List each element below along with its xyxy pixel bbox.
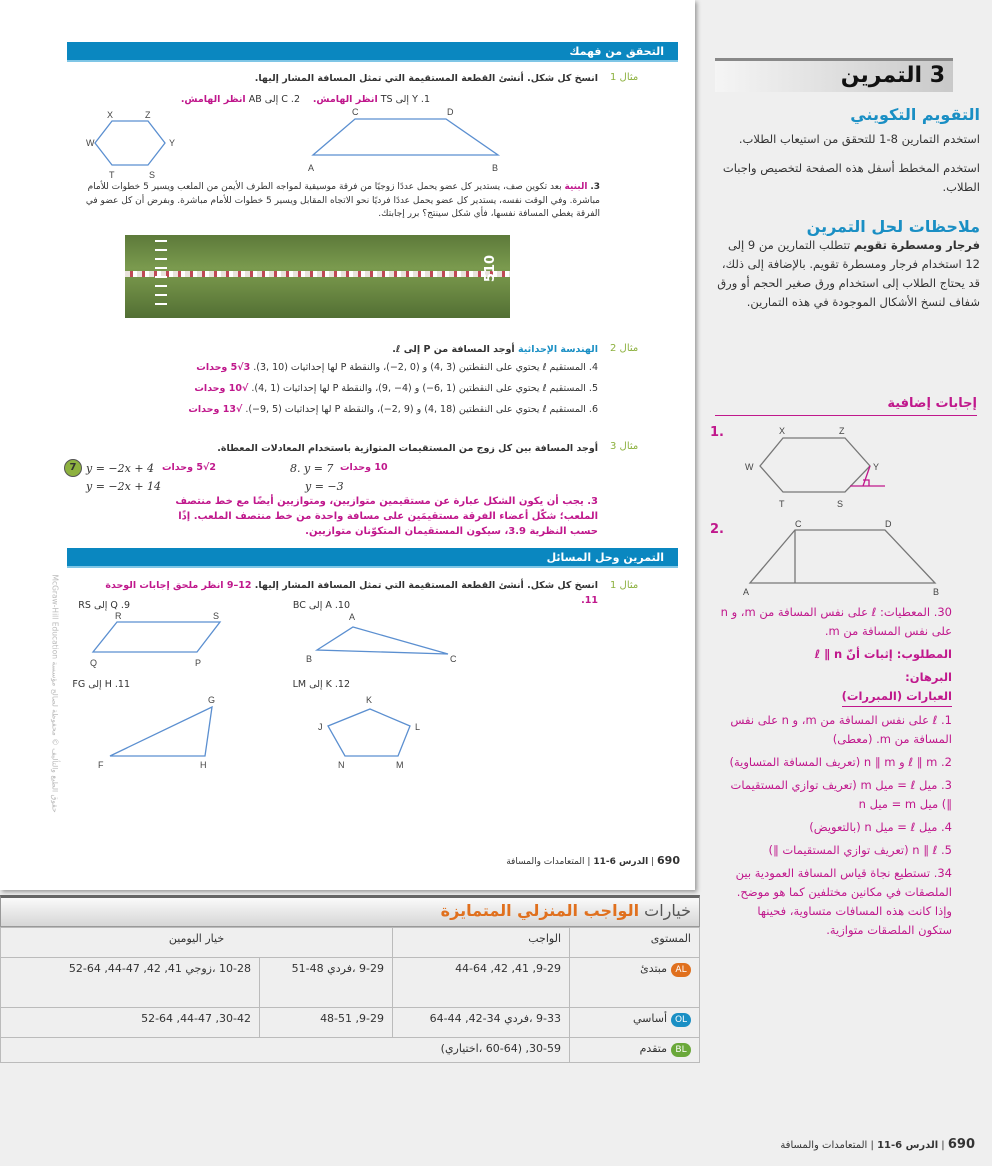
items-4-6 bbox=[110, 360, 598, 423]
item-5: 5. المستقيم ℓ يحتوي على النقطتين (1 ,6−) و (4− ,9)، والنقطة P لها إحداثيات (1 ,4). √10 وحدات bbox=[194, 383, 598, 394]
svg-text:J: J bbox=[318, 722, 323, 732]
homework-title: خيارات الواجب المنزلي المتمايزة bbox=[0, 895, 700, 927]
level-label: مبتدئ bbox=[640, 962, 667, 975]
notes-heading: ملاحظات لحل التمرين bbox=[806, 217, 980, 236]
svg-text:Z: Z bbox=[145, 110, 151, 120]
level-badge: BL bbox=[671, 1043, 691, 1057]
svg-text:L: L bbox=[415, 722, 421, 732]
copyright-notice: McGraw-Hill Education حقوق الطبع والتأليف © محفوظة لصالح مؤسسة bbox=[50, 574, 60, 813]
svg-text:S: S bbox=[149, 170, 156, 180]
svg-text:H: H bbox=[200, 760, 207, 770]
item-3-answer: 3. يجب أن يكون الشكل عبارة عن مستقيمين متوازيين، ومتوازيين أيضًا مع خط منتصف الملعب؛ شكّل أعضاء الفرقة مستقيمَين على مسافة واحدة من خط منتصف الملعب. إذًا حسب النظرية 3.9، سيكون المستقيمان المتكوّنان متوازيين. bbox=[175, 496, 598, 537]
cell: 30-59, (60-64 ،اختياري) bbox=[1, 1038, 570, 1063]
svg-text:Y: Y bbox=[873, 462, 880, 472]
header-homework: الواجب bbox=[393, 928, 570, 958]
level-badge: OL bbox=[671, 1013, 691, 1027]
svg-text:Q: Q bbox=[90, 658, 98, 668]
svg-text:K: K bbox=[366, 695, 373, 705]
item-7-answer: 2√5 وحدات bbox=[162, 462, 216, 473]
svg-text:A: A bbox=[349, 612, 356, 622]
fig-1-number: 1. bbox=[710, 425, 724, 440]
formative-p2: استخدم المخطط أسفل هذه الصفحة لتخصيص واجبات الطلاب. bbox=[722, 161, 980, 194]
proof-step: 3. ميل ℓ = ميل m (تعريف توازي المستقيمات ∥) ميل m = ميل n bbox=[730, 778, 952, 811]
item-2-text: 2. C إلى AB انظر الهامش. bbox=[180, 94, 300, 105]
item-8-eq2: y = −3 bbox=[305, 480, 344, 493]
pentagon-figure-12 bbox=[300, 690, 450, 770]
proof-step: 2. ℓ ∥ m و n ∥ m (تعريف المسافة المتساوية) bbox=[729, 755, 952, 769]
answer-34: 34. تستطيع نجاة قياس المسافة العمودية بين الملصقات في مكانين مختلفين كما هو موضح. وإذا كانت هذه المسافات متساوية، فحينها ستكون الملصقات متوازية. bbox=[735, 866, 952, 937]
svg-text:X: X bbox=[779, 426, 786, 436]
svg-text:M: M bbox=[396, 760, 404, 770]
trapezoid-answer-figure bbox=[735, 518, 950, 598]
svg-text:S: S bbox=[837, 499, 844, 509]
notes-text: فرجار ومسطرة تقويم تتطلب التمارين من 9 إلى 12 استخدام فرجار ومسطرة تقويم. بالإضافة إلى ذلك، قد يحتاج الطلاب إلى استخدام ورق صغير الحجم أو ورق شفاف لنسخ الأشكال الموجودة في هذه التمارين. bbox=[717, 238, 980, 309]
svg-text:A: A bbox=[308, 163, 315, 173]
item-7-eq1: y = −2x + 4 bbox=[86, 462, 155, 475]
svg-text:X: X bbox=[107, 110, 114, 120]
svg-text:D: D bbox=[447, 107, 454, 117]
hexagon-figure-1 bbox=[85, 108, 215, 183]
svg-text:P: P bbox=[195, 658, 202, 668]
proof-step: 5. n ∥ ℓ (تعريف توازي المستقيمات ∥) bbox=[768, 843, 952, 857]
table-row bbox=[1, 1038, 700, 1063]
item-4: 4. المستقيم ℓ يحتوي على النقطتين (3 ,4) و (0 ,2−)، والنقطة P لها إحداثيات (10 ,3). 3√5 وحدات bbox=[196, 362, 598, 373]
answer-30 bbox=[720, 603, 952, 940]
a30-columns: العبارات (المبررات) bbox=[842, 687, 952, 707]
svg-text:S: S bbox=[213, 611, 220, 621]
fig-2-number: 2. bbox=[710, 522, 724, 537]
item-6: 6. المستقيم ℓ يحتوي على النقطتين (18 ,4) و (9 ,2−)، والنقطة P لها إحداثيات (5 ,9−). √13 وحدات bbox=[188, 404, 598, 415]
section-header-practice: التمرين وحل المسائل bbox=[67, 548, 678, 568]
instruction: انسخ كل شكل. أنشئ القطعة المستقيمة التي تمثل المسافة المشار إليها. bbox=[254, 73, 598, 84]
table-row bbox=[1, 958, 700, 1008]
item-3: 3. البنية بعد تكوين صف، يستدير كل عضو يحمل عددًا زوجيًا من فرقة موسيقية لمواجه الطرف الأيمن من الملعب ويسير 5 خطوات للأمام مباشرة. وفي الوقت نفسه، يستدير كل عضو يحمل عددًا فرديًا نحو الاتجاه المقابل ويسير 5 خطوات للأمام مباشرة. وبفرض أن كل عضو في الفرقة يغطي المسافة نفسها، فأي شكل سينتج؟ برر إجابتك. bbox=[85, 182, 600, 219]
table-row bbox=[1, 1008, 700, 1038]
practice-instruction: انسخ كل شكل. أنشئ القطعة المستقيمة التي تمثل المسافة المشار إليها. 12–9 انظر ملحق إجابات الوحدة 11. bbox=[105, 580, 598, 606]
item-1: 1. Y إلى TS انظر الهامش. bbox=[312, 94, 430, 105]
level-label: أساسي bbox=[632, 1012, 667, 1025]
svg-text:A: A bbox=[743, 587, 750, 597]
cell: 9-33 ،فردي 34-42, 44-64 bbox=[393, 1008, 570, 1038]
svg-text:C: C bbox=[450, 654, 457, 664]
marching-band-photo bbox=[125, 235, 510, 318]
header-level: المستوى bbox=[570, 928, 700, 958]
example-3-title: أوجد المسافة بين كل زوج من المستقيمات المتوازية باستخدام المعادلات المعطاة. bbox=[217, 443, 598, 454]
triangle-figure-11 bbox=[90, 690, 230, 770]
svg-text:Y: Y bbox=[169, 138, 176, 148]
svg-text:B: B bbox=[306, 654, 313, 664]
a30-prove: المطلوب: إثبات أنّ ℓ ∥ n bbox=[814, 647, 952, 661]
example-1-label-practice: مثال 1 bbox=[610, 580, 639, 591]
yard-number: 510 bbox=[482, 254, 498, 283]
a30-proof: البرهان: bbox=[905, 670, 952, 684]
header-two-day: خيار اليومين bbox=[1, 928, 393, 958]
parallelogram-figure-9 bbox=[85, 610, 235, 670]
item-7-eq2: y = −2x + 14 bbox=[86, 480, 162, 493]
svg-text:W: W bbox=[86, 138, 95, 148]
homework-table bbox=[0, 927, 700, 1063]
item-11: 11. H إلى FG bbox=[72, 679, 130, 690]
svg-text:F: F bbox=[98, 760, 104, 770]
page-footer-right: 690 | الدرس 6-11 | المتعامدات والمسافة bbox=[780, 1137, 975, 1152]
example-3-label: مثال 3 bbox=[610, 441, 639, 452]
svg-text:T: T bbox=[779, 499, 785, 509]
proof-step: 1. ℓ على نفس المسافة من m، و n على نفس المسافة من m. (معطى) bbox=[730, 713, 952, 746]
cell: 10-28 ،زوجي 41, 42, 47-44, 64-52 bbox=[1, 958, 260, 1008]
item-7-marker: 7 bbox=[64, 459, 82, 477]
svg-text:N: N bbox=[338, 760, 345, 770]
page-footer-left: 690 | الدرس 6-11 | المتعامدات والمسافة bbox=[506, 854, 680, 867]
formative-section bbox=[715, 105, 980, 312]
example-2-label: مثال 2 bbox=[610, 343, 639, 354]
cell: 9-29 ،فردي 48-51 bbox=[260, 958, 393, 1008]
item-9: 9. Q إلى RS bbox=[78, 600, 130, 611]
svg-text:B: B bbox=[933, 587, 940, 597]
homework-options-table bbox=[0, 895, 700, 1063]
sidebar-title: 3 التمرين bbox=[715, 58, 953, 92]
section-header-check: التحقق من فهمك bbox=[67, 42, 678, 62]
level-badge: AL bbox=[671, 963, 691, 977]
item-8-answer: 10 وحدات bbox=[340, 462, 388, 473]
formative-heading: التقويم التكويني bbox=[850, 105, 980, 124]
formative-p1: استخدم التمارين 8-1 للتحقق من استيعاب الطلاب. bbox=[738, 132, 980, 146]
extra-answers-heading: إجابات إضافية bbox=[715, 396, 977, 416]
svg-text:C: C bbox=[352, 107, 359, 117]
example-1-label: مثال 1 bbox=[610, 72, 639, 83]
cell: 30-42, 44-47, 52-64 bbox=[1, 1008, 260, 1038]
cell: 9-29, 41, 42, 44-64 bbox=[393, 958, 570, 1008]
item-12: 12. K إلى LM bbox=[292, 679, 350, 690]
a30-given: 30. المعطيات: ℓ على نفس المسافة من m، و n على نفس المسافة من m. bbox=[720, 605, 952, 638]
svg-text:G: G bbox=[208, 695, 216, 705]
hexagon-answer-figure bbox=[735, 420, 905, 515]
proof-step: 4. ميل ℓ = ميل n (بالتعويض) bbox=[809, 820, 952, 834]
level-label: متقدم bbox=[639, 1042, 667, 1055]
svg-text:W: W bbox=[745, 462, 754, 472]
svg-text:B: B bbox=[492, 163, 499, 173]
svg-text:Z: Z bbox=[839, 426, 845, 436]
trapezoid-figure-2 bbox=[300, 105, 510, 180]
example-2-title: الهندسة الإحداثية أوجد المسافة من P إلى ℓ. bbox=[392, 344, 598, 355]
svg-text:T: T bbox=[109, 170, 115, 180]
cell: 9-29, 48-51 bbox=[260, 1008, 393, 1038]
svg-text:C: C bbox=[795, 519, 802, 529]
svg-text:R: R bbox=[115, 611, 122, 621]
svg-text:D: D bbox=[885, 519, 892, 529]
triangle-figure-10 bbox=[300, 610, 470, 670]
item-10: 10. A إلى BC bbox=[292, 600, 350, 611]
item-8-eq1: 8. y = 7 bbox=[290, 462, 334, 475]
